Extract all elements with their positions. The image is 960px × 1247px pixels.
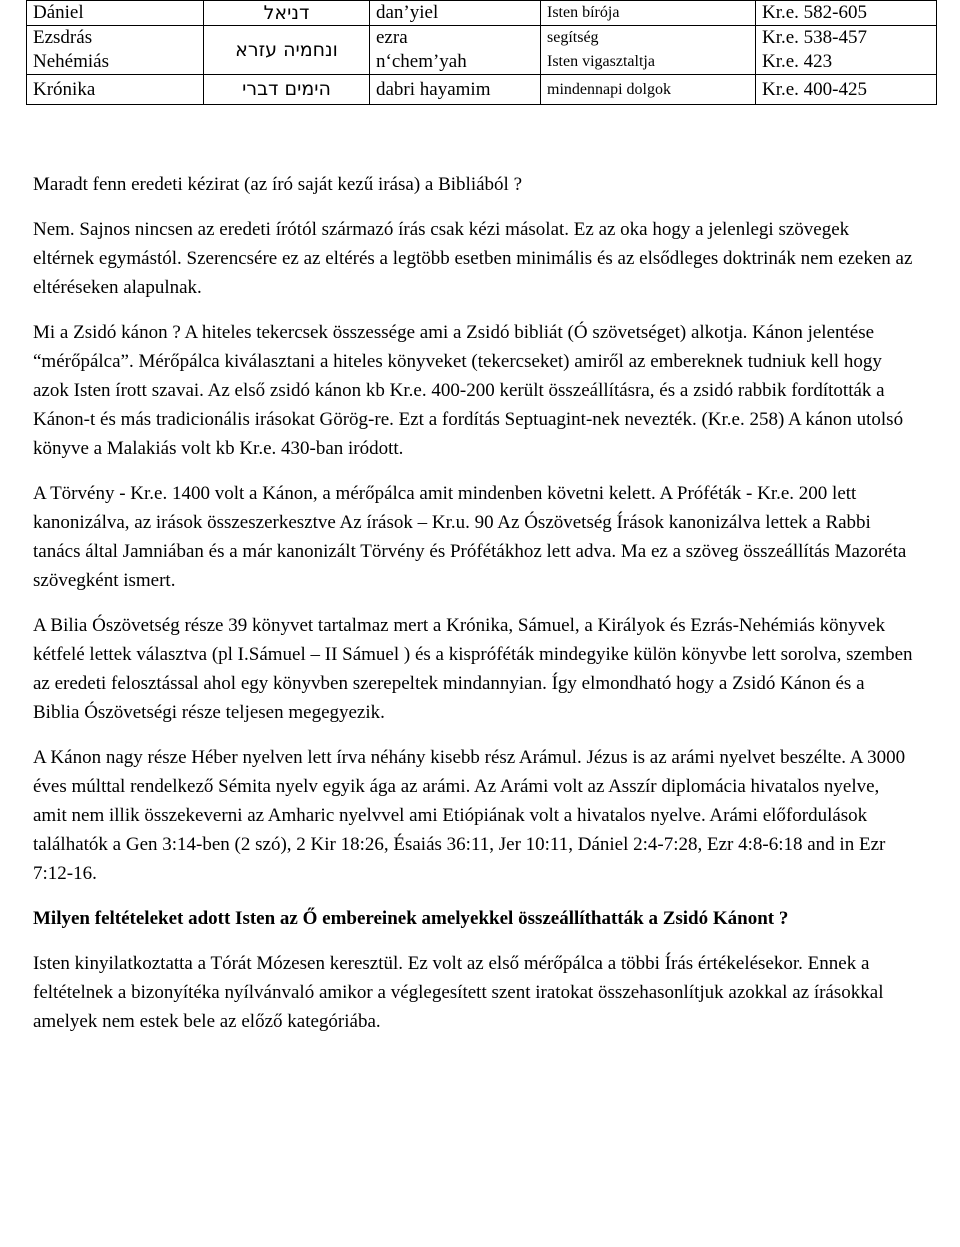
table-row [27, 1, 937, 26]
date-line: Kr.e. 538-457 [762, 27, 868, 48]
body-paragraph: Isten kinyilatkoztatta a Tórát Mózesen keresztül. Ez volt az első mérőpálca a többi Írás értékelésekor. Ennek a feltételnek a bizonyítéka nyílvánvaló amikor a véglegesített szent iratokat összehasonlítjuk azokkal az írásokkal amelyek nem estek bele az előző kategóriába. [33, 953, 884, 1032]
meaning-line: segítség [547, 29, 599, 46]
table-row [27, 26, 937, 75]
book-name [27, 26, 204, 75]
section-heading: Milyen feltételeket adott Isten az Ő embereinek amelyekkel összeállíthatták a Zsidó Kánont ? [33, 908, 789, 929]
transliteration [370, 26, 541, 75]
body-paragraph: Mi a Zsidó kánon ? A hiteles tekercsek összessége ami a Zsidó bibliát (Ó szövetséget) alkotja. Kánon jelentése “mérőpálca”. Mérőpálca kiválasztani a hiteles könyveket (tekercseket) amiről az embereknek tudniuk kell hogy azok Isten írott szavai. Az első zsidó kánon kb Kr.e. 400-200 került összeállításra, és a zsidó rabbik fordították a Kánon-t és más tradicionális irásokat Görög-re. Ezt a fordítás Septuagint-nek nevezték. (Kr.e. 258) A kánon utolsó könyve a Malakiás volt kb Kr.e. 430-ban iródott. [33, 322, 904, 459]
book-name: Dániel [27, 1, 204, 26]
body-paragraph: A Törvény - Kr.e. 1400 volt a Kánon, a mérőpálca amit mindenben követni kelett. A Próféták - Kr.e. 200 lett kanonizálva, az irások összeszerkesztve Az írások – Kr.u. 90 Az Ószövetség Írások kanonizálva lettek a Rabbi tanács által Jamniában és a már kanonizált Törvény és Prófétákhoz lett adva. Ma ez a szöveg összeállítás Mazoréta szövegként ismert. [33, 483, 907, 591]
book-name-line: Nehémiás [33, 51, 109, 72]
meaning [541, 26, 756, 75]
hebrew-title: דניאל [204, 1, 370, 26]
meaning: Isten bírója [541, 1, 756, 26]
date: Kr.e. 582-605 [756, 1, 937, 26]
meaning: mindennapi dolgok [541, 75, 756, 105]
transliteration-line: ezra [376, 27, 408, 48]
table-row [27, 75, 937, 105]
body-paragraph: A Kánon nagy része Héber nyelven lett írva néhány kisebb rész Arámul. Jézus is az arámi nyelvet beszélte. A 3000 éves múlttal rendelkező Sémita nyelv egyik ága az arámi. Az Arámi volt az Asszír diplomácia hivatalos nyelve, amit nem illik összekeverni az Amharic nyelvvel ami Etiópiának volt a hivatalos nyelve. Arámi előfordulások találhatók a Gen 3:14-ben (2 szó), 2 Kir 18:26, Ésaiás 36:11, Jer 10:11, Dániel 2:4-7:28, Ezr 4:8-6:18 and in Ezr 7:12-16. [33, 747, 906, 884]
body-paragraph: Nem. Sajnos nincsen az eredeti írótól származó írás csak kézi másolat. Ez az oka hogy a jelenlegi szövegek eltérnek egymástól. Szerencsére ez az eltérés a legtöbb esetben minimális és az elsődleges doktrinák nem ezeken az eltéréseken alapulnak. [33, 219, 913, 298]
book-name-line: Ezsdrás [33, 27, 93, 48]
question-paragraph: Maradt fenn eredeti kézirat (az író saját kezű irása) a Bibliából ? [33, 174, 523, 195]
transliteration: dabri hayamim [370, 75, 541, 105]
date: Kr.e. 400-425 [756, 75, 937, 105]
transliteration-line: n‘chem’yah [376, 51, 467, 72]
book-name: Krónika [27, 75, 204, 105]
hebrew-title: הימים דברי [204, 75, 370, 105]
date-line: Kr.e. 423 [762, 51, 833, 72]
document-body [33, 170, 913, 1036]
meaning-line: Isten vigasztaltja [547, 53, 655, 70]
body-paragraph: A Bilia Ószövetség része 39 könyvet tartalmaz mert a Krónika, Sámuel, a Királyok és Ezrás-Nehémiás könyvek kétfelé lettek választva (pl I.Sámuel – II Sámuel ) és a kispróféták mindegyike külön könyvbe lett sorolva, szemben az eredeti felosztással ahol egy könyvben szerepeltek mindannyian. Így elmondható hogy a Zsidó Kánon és a Biblia Ószövetségi része teljesen megegyezik. [33, 615, 913, 723]
books-table [26, 0, 937, 105]
transliteration: dan’yiel [370, 1, 541, 26]
hebrew-title: ונחמיה עזרא [204, 26, 370, 75]
date [756, 26, 937, 75]
